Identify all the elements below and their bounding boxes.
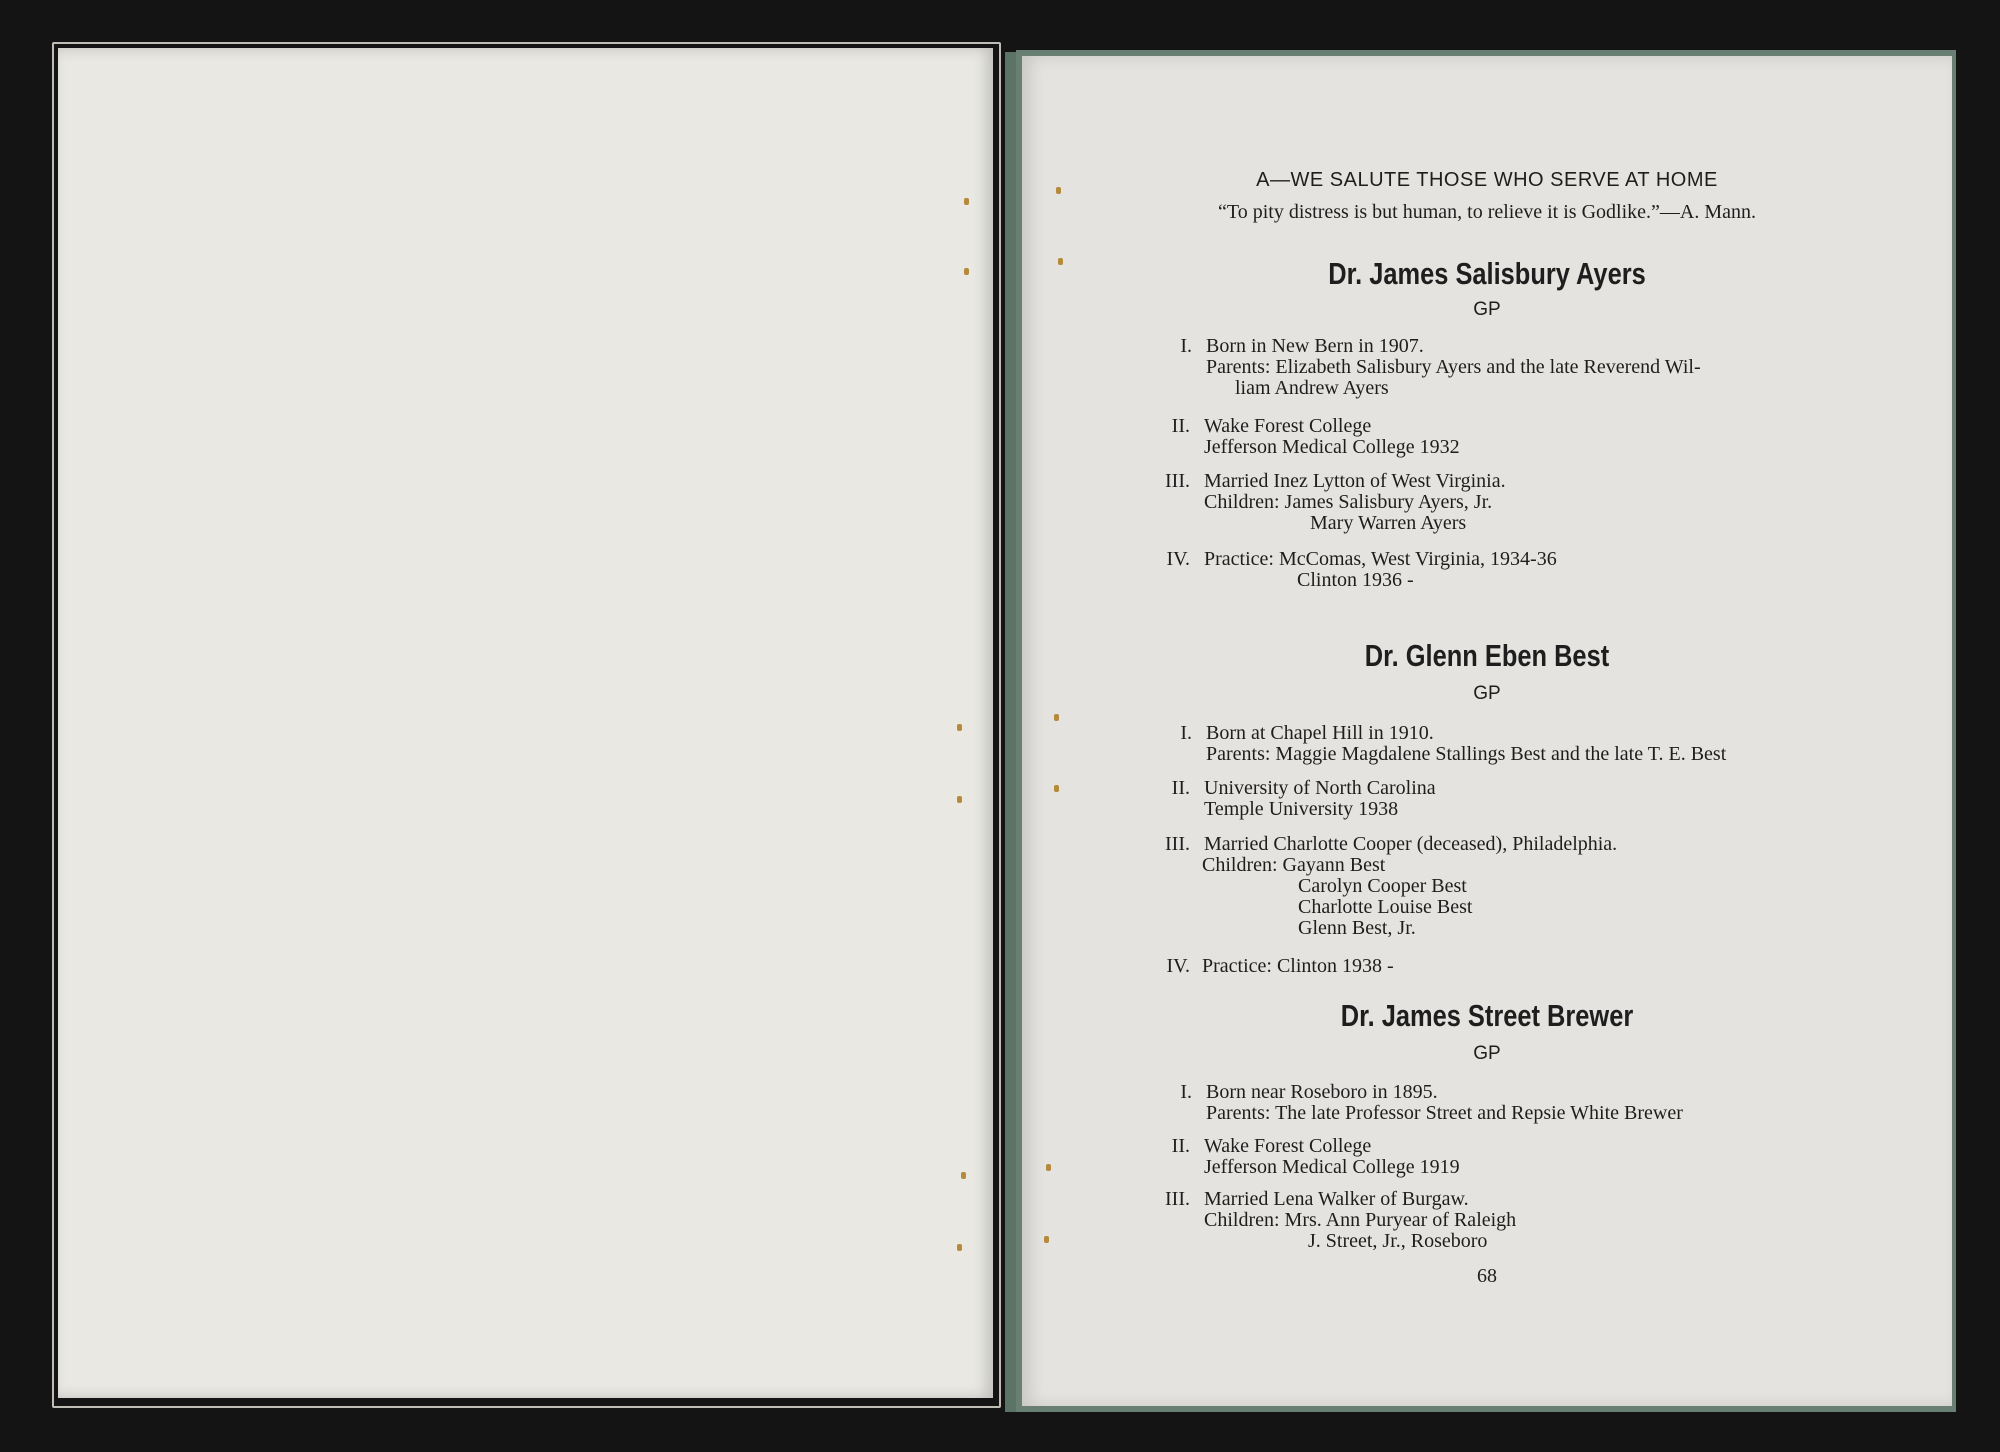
entry-line: Wake Forest College — [1204, 415, 1372, 437]
entry-line: Clinton 1936 - — [1297, 569, 1414, 591]
entry-line: Married Lena Walker of Burgaw. — [1204, 1188, 1469, 1210]
entry-number: IV. — [1166, 955, 1190, 977]
entry-number: I. — [1180, 335, 1192, 357]
entry-line: Practice: Clinton 1938 - — [1202, 955, 1394, 977]
entry-number: III. — [1165, 470, 1190, 492]
entry-line: Born near Roseboro in 1895. — [1206, 1081, 1438, 1103]
doctor-specialty: GP — [1473, 299, 1501, 320]
entry-line: Born in New Bern in 1907. — [1206, 335, 1424, 357]
entry-line: Children: Mrs. Ann Puryear of Raleigh — [1204, 1209, 1517, 1231]
entry-line: Temple University 1938 — [1204, 798, 1399, 820]
entry-number: II. — [1171, 415, 1190, 437]
entry-number: II. — [1171, 1135, 1190, 1157]
entry-number: II. — [1171, 777, 1190, 799]
staple-mark — [1054, 785, 1059, 792]
entry-line: Wake Forest College — [1204, 1135, 1372, 1157]
entry-line: Mary Warren Ayers — [1310, 512, 1467, 534]
entry-line: Parents: The late Professor Street and Repsie White Brewer — [1206, 1102, 1683, 1124]
staple-mark — [1044, 1236, 1049, 1243]
staple-mark — [964, 198, 969, 205]
entry-number: III. — [1165, 1188, 1190, 1210]
entry-line: Jefferson Medical College 1919 — [1204, 1156, 1460, 1178]
doctor-specialty: GP — [1473, 1043, 1501, 1064]
doctor-name: Dr. James Salisbury Ayers — [1328, 256, 1646, 291]
section-heading: A—WE SALUTE THOSE WHO SERVE AT HOME — [1256, 169, 1718, 191]
entry-line: Practice: McComas, West Virginia, 1934-36 — [1204, 548, 1557, 570]
entry-number: III. — [1165, 833, 1190, 855]
entry-line: Children: James Salisbury Ayers, Jr. — [1204, 491, 1493, 513]
doctor-name: Dr. Glenn Eben Best — [1364, 638, 1610, 673]
staple-mark — [957, 1244, 962, 1251]
entry-line: Carolyn Cooper Best — [1298, 875, 1467, 897]
entry-line: J. Street, Jr., Roseboro — [1308, 1230, 1488, 1252]
staple-mark — [1058, 258, 1063, 265]
entry-line: liam Andrew Ayers — [1235, 377, 1389, 399]
staple-mark — [1046, 1164, 1051, 1171]
entry-line: Married Inez Lytton of West Virginia. — [1204, 470, 1506, 492]
entry-line: Parents: Maggie Magdalene Stallings Best and the late T. E. Best — [1206, 743, 1727, 765]
staple-mark — [1054, 714, 1059, 721]
entry-line: Children: Gayann Best — [1202, 854, 1386, 876]
epigraph-quote: “To pity distress is but human, to relieve it is Godlike.”—A. Mann. — [1218, 201, 1756, 223]
staple-mark — [957, 724, 962, 731]
entry-line: Charlotte Louise Best — [1298, 896, 1473, 918]
entry-line: University of North Carolina — [1204, 777, 1436, 799]
entry-line: Married Charlotte Cooper (deceased), Philadelphia. — [1204, 833, 1618, 855]
entry-number: I. — [1180, 1081, 1192, 1103]
page-number: 68 — [1477, 1265, 1497, 1287]
entry-line: Parents: Elizabeth Salisbury Ayers and the late Reverend Wil- — [1206, 356, 1701, 378]
doctor-specialty: GP — [1473, 683, 1501, 704]
staple-mark — [961, 1172, 966, 1179]
entry-line: Glenn Best, Jr. — [1298, 917, 1416, 939]
entry-number: IV. — [1166, 548, 1190, 570]
staple-mark — [964, 268, 969, 275]
doctor-name: Dr. James Street Brewer — [1340, 998, 1634, 1033]
left-page — [58, 48, 993, 1398]
entry-line: Jefferson Medical College 1932 — [1204, 436, 1460, 458]
entry-number: I. — [1180, 722, 1192, 744]
entry-line: Born at Chapel Hill in 1910. — [1206, 722, 1434, 744]
staple-mark — [957, 796, 962, 803]
